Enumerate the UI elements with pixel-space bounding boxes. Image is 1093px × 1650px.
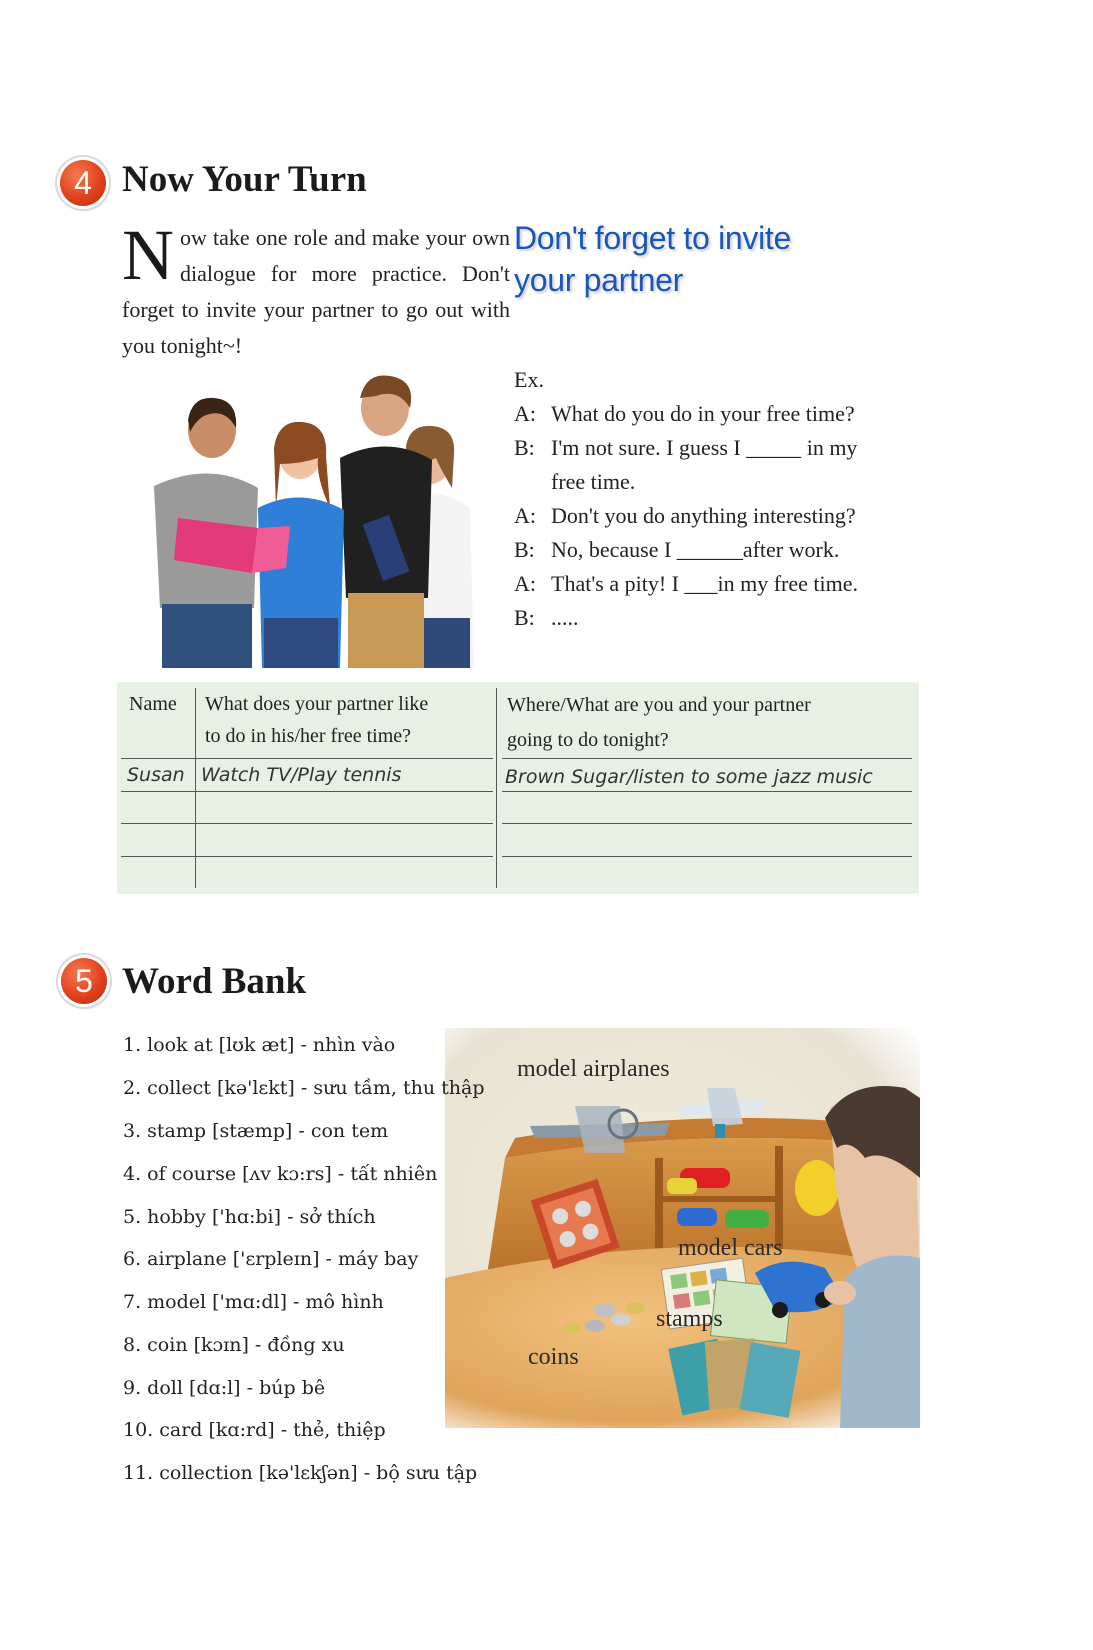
table-header-free-time: [205, 688, 505, 752]
label-model-airplanes: model airplanes: [517, 1056, 670, 1082]
header-line: to do in his/her free time?: [205, 725, 412, 747]
word-bank-item: 6. airplane ['ɛrpleɪn] - máy bay: [123, 1248, 419, 1270]
dialogue-line: [514, 533, 924, 567]
table-header-name: Name: [129, 693, 177, 715]
word-bank-item: 9. doll [dɑ:l] - búp bê: [123, 1377, 326, 1399]
section-number: 5: [75, 963, 93, 999]
dialogue-speaker: A:: [514, 503, 536, 528]
section-title: Word Bank: [122, 961, 307, 1002]
trading-cards-icon: [668, 1338, 800, 1417]
reminder-line-2: your partner: [514, 262, 683, 298]
drop-cap: N: [122, 215, 174, 295]
word-bank-item: 3. stamp [stæmp] - con tem: [123, 1120, 389, 1142]
row-line: [121, 823, 493, 824]
reminder-line-1: Don't forget to invite: [514, 220, 791, 256]
row-line: [121, 791, 493, 792]
word-bank-item: 7. model ['mɑ:dl] - mô hình: [123, 1291, 384, 1313]
table-cell-activity: Watch TV/Play tennis: [201, 764, 402, 786]
dialogue-text: What do you do in your free time?: [551, 401, 855, 426]
dialogue-speaker: B:: [514, 435, 535, 460]
table-cell-plan: Brown Sugar/listen to some jazz music: [505, 766, 873, 788]
dialogue-speaker: B:: [514, 605, 535, 630]
dialogue-line: [514, 499, 924, 533]
dialogue-text: No, because I ______after work.: [551, 537, 840, 562]
example-dialogue: [514, 363, 924, 635]
word-bank-item: 4. of course [ʌv kɔ:rs] - tất nhiên: [123, 1163, 438, 1185]
word-bank-item: 10. card [kɑ:rd] - thẻ, thiệp: [123, 1419, 386, 1441]
dialogue-speaker: A:: [514, 571, 536, 596]
word-bank-item: 1. look at [lʊk æt] - nhìn vào: [123, 1034, 396, 1056]
section-number: 4: [74, 165, 92, 201]
header-line: What does your partner like: [205, 693, 429, 715]
column-divider: [496, 688, 497, 888]
dialogue-text: .....: [551, 605, 579, 630]
dialogue-text: That's a pity! I ___in my free time.: [551, 571, 858, 596]
section-number-badge: [61, 958, 107, 1004]
row-line: [502, 823, 912, 824]
label-model-cars: model cars: [678, 1235, 783, 1261]
word-bank-item: 5. hobby ['hɑ:bi] - sở thích: [123, 1206, 376, 1228]
dialogue-line: [514, 601, 924, 635]
practice-table: [117, 682, 919, 894]
word-bank-item: 8. coin [kɔɪn] - đồng xu: [123, 1334, 345, 1356]
dialogue-speaker: A:: [514, 401, 536, 426]
label-stamps: stamps: [656, 1306, 723, 1332]
dialogue-text: Don't you do anything interesting?: [551, 503, 856, 528]
word-bank-item: 11. collection [kə'lɛkʃən] - bộ sưu tập: [123, 1462, 478, 1484]
word-bank-item: 2. collect [kə'lɛkt] - sưu tầm, thu thập: [123, 1077, 485, 1099]
dialogue-speaker: [514, 465, 551, 499]
label-coins: coins: [528, 1344, 579, 1370]
table-header-tonight: [507, 688, 907, 758]
dialogue-line: [514, 567, 924, 601]
section-number-badge: [60, 160, 106, 206]
dialogue-line: [514, 431, 924, 465]
column-divider: [195, 688, 196, 888]
section-title: Now Your Turn: [122, 159, 367, 200]
dialogue-line: [514, 465, 924, 499]
reminder-heading: [514, 217, 791, 301]
row-line: [502, 758, 912, 759]
dialogue-speaker: B:: [514, 537, 535, 562]
row-line: [502, 856, 912, 857]
dialogue-line: [514, 397, 924, 431]
dialogue-text: free time.: [551, 469, 636, 494]
intro-paragraph: [122, 215, 510, 364]
hobby-collection-illustration: [445, 1028, 920, 1428]
header-line: Where/What are you and your partner: [507, 694, 811, 716]
row-line: [502, 791, 912, 792]
row-line: [121, 758, 493, 759]
table-cell-name: Susan: [127, 764, 185, 786]
header-line: going to do tonight?: [507, 729, 669, 751]
row-line: [121, 856, 493, 857]
intro-text: ow take one role and make your own dialogue for more practice. Don't forget to invite your partner to go out with you tonight~!: [122, 225, 510, 358]
students-photo: [140, 368, 480, 668]
dialogue-text: I'm not sure. I guess I _____ in my: [551, 435, 858, 460]
example-label: Ex.: [514, 367, 544, 392]
